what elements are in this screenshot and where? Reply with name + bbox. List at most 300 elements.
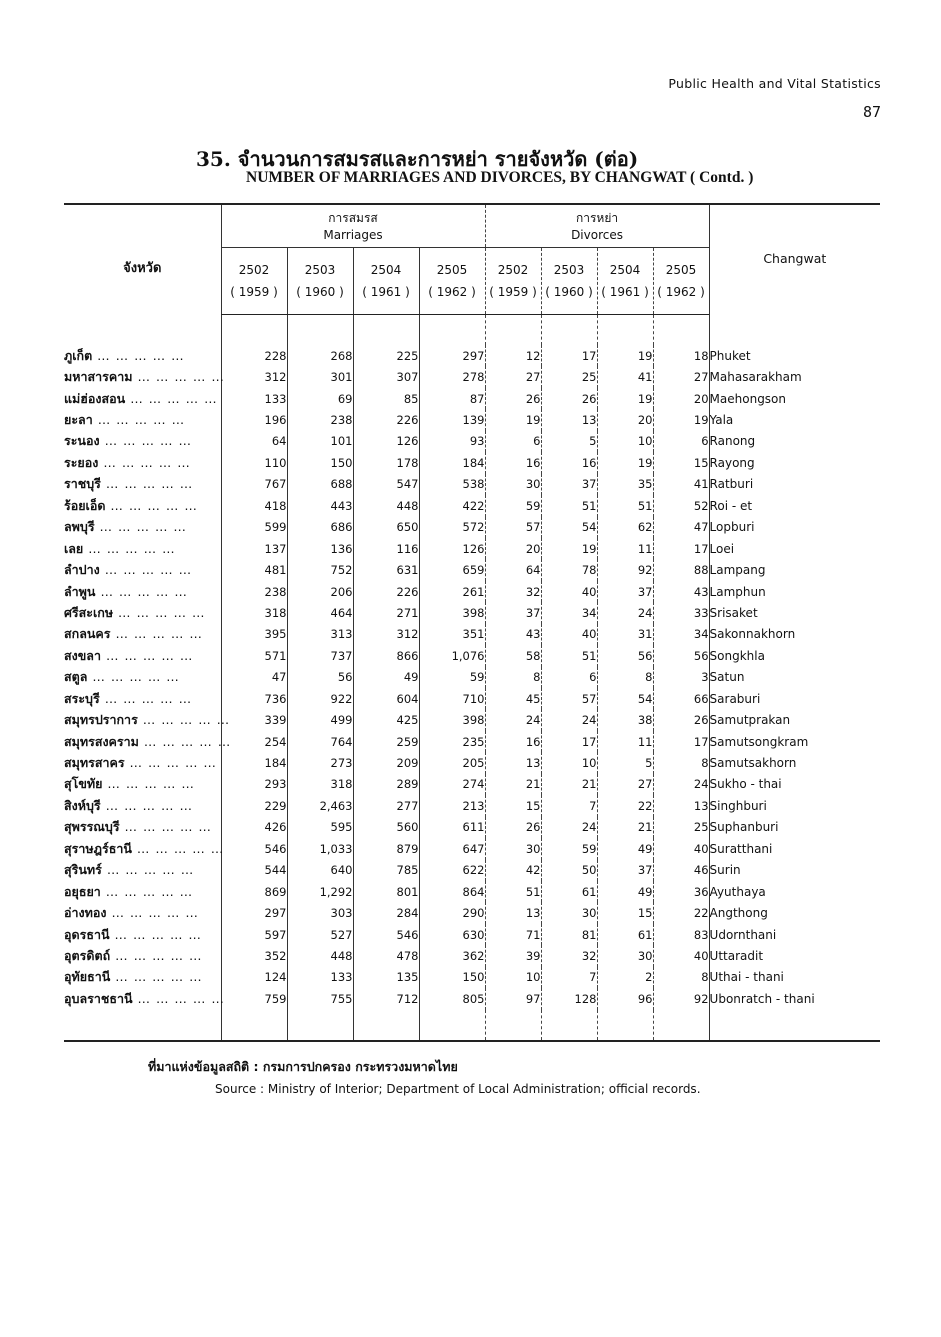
source-note-english: Source : Ministry of Interior; Department of Local Administration; official records. [215,1082,701,1096]
marriages-value-cell: 710 [419,688,485,709]
province-name-thai: สุโขทัย [64,776,103,792]
marriages-value-cell: 764 [287,731,353,752]
divorces-value-cell: 43 [653,581,709,602]
divorces-header-thai: การหย่า [575,211,619,225]
changwat-name-cell: Lopburi [709,517,880,538]
divorces-value-cell: 7 [541,795,597,816]
leader-dots: … … … … … [113,604,206,620]
marriages-group-header [221,204,485,248]
province-cell [64,538,221,559]
province-cell [64,860,221,881]
divorces-value-cell: 22 [597,795,653,816]
marriages-value-cell: 238 [287,409,353,430]
marriages-value-cell: 313 [287,624,353,645]
marriages-value-cell: 398 [419,709,485,730]
divorces-value-cell: 45 [485,688,541,709]
leader-dots: … … … … … [92,347,185,363]
marriages-value-cell: 213 [419,795,485,816]
spacer-row [64,315,880,346]
marriages-value-cell: 395 [221,624,287,645]
year-header [419,248,485,315]
table-row [64,388,880,409]
marriages-value-cell: 622 [419,860,485,881]
province-cell [64,688,221,709]
divorces-value-cell: 51 [541,495,597,516]
marriages-value-cell: 184 [221,752,287,773]
divorces-value-cell: 32 [541,945,597,966]
year-be: 2505 [665,263,697,277]
divorces-value-cell: 13 [485,902,541,923]
changwat-name-cell: Srisaket [709,602,880,623]
marriages-value-cell: 631 [353,559,419,580]
marriages-value-cell: 206 [287,581,353,602]
marriages-header-thai: การสมรส [328,211,378,225]
divorces-value-cell: 37 [597,581,653,602]
province-name-thai: สุราษฎร์ธานี [64,840,132,856]
marriages-value-cell: 139 [419,409,485,430]
marriages-value-cell: 604 [353,688,419,709]
marriages-value-cell: 640 [287,860,353,881]
year-ce: ( 1959 ) [230,285,278,299]
year-ce: ( 1959 ) [489,285,537,299]
divorces-value-cell: 59 [541,838,597,859]
province-name-thai: สมุทรสงคราม [64,733,139,749]
marriages-value-cell: 226 [353,581,419,602]
divorces-value-cell: 40 [653,838,709,859]
divorces-value-cell: 54 [597,688,653,709]
province-name-thai: ลพบุรี [64,519,95,535]
table-row [64,752,880,773]
divorces-value-cell: 57 [541,688,597,709]
leader-dots: … … … … … [138,733,232,749]
divorces-value-cell: 49 [597,838,653,859]
divorces-value-cell: 5 [597,752,653,773]
table-row [64,924,880,945]
marriages-value-cell: 869 [221,881,287,902]
divorces-value-cell: 64 [485,559,541,580]
leader-dots: … … … … … [110,969,203,985]
divorces-value-cell: 13 [653,795,709,816]
divorces-value-cell: 19 [485,409,541,430]
leader-dots: … … … … … [100,647,194,663]
divorces-value-cell: 26 [485,817,541,838]
divorces-value-cell: 36 [653,881,709,902]
divorces-value-cell: 3 [653,667,709,688]
table-row [64,495,880,516]
divorces-value-cell: 37 [541,474,597,495]
marriages-value-cell: 59 [419,667,485,688]
source-note-thai: ที่มาแห่งข้อมูลสถิติ : กรมการปกครอง กระทรวงมหาดไทย [148,1059,458,1074]
province-name-thai: ภูเก็ต [64,347,93,363]
marriages-value-cell: 307 [353,366,419,387]
province-cell [64,945,221,966]
marriages-value-cell: 478 [353,945,419,966]
marriages-value-cell: 866 [353,645,419,666]
table-row [64,688,880,709]
divorces-value-cell: 13 [541,409,597,430]
divorces-value-cell: 92 [597,559,653,580]
province-cell [64,817,221,838]
province-cell [64,924,221,945]
divorces-value-cell: 16 [485,731,541,752]
changwat-name-cell: Ratburi [709,474,880,495]
divorces-value-cell: 59 [485,495,541,516]
year-header [541,248,597,315]
divorces-value-cell: 32 [485,581,541,602]
changwat-name-cell: Singhburi [709,795,880,816]
leader-dots: … … … … … [98,454,191,470]
changwat-name-cell: Phuket [709,345,880,366]
divorces-value-cell: 16 [541,452,597,473]
marriages-value-cell: 572 [419,517,485,538]
divorces-value-cell: 24 [541,817,597,838]
marriages-value-cell: 318 [221,602,287,623]
marriages-value-cell: 2,463 [287,795,353,816]
province-cell [64,474,221,495]
divorces-value-cell: 30 [597,945,653,966]
province-name-thai: ยะลา [64,412,93,428]
province-cell [64,709,231,730]
changwat-name-cell: Ubonratch - thani [709,988,880,1009]
marriages-value-cell: 1,292 [287,881,353,902]
divorces-value-cell: 52 [653,495,709,516]
year-header [485,248,541,315]
marriages-value-cell: 688 [287,474,353,495]
changwat-name-cell: Songkhla [709,645,880,666]
marriages-value-cell: 290 [419,902,485,923]
marriages-value-cell: 261 [419,581,485,602]
marriages-value-cell: 289 [353,774,419,795]
province-cell [64,988,225,1009]
divorces-value-cell: 71 [485,924,541,945]
province-cell [64,731,232,752]
divorces-value-cell: 30 [485,474,541,495]
leader-dots: … … … … … [83,540,176,556]
marriages-value-cell: 1,076 [419,645,485,666]
province-name-thai: สระบุรี [64,690,100,706]
province-column-header: จังหวัด [64,204,221,315]
province-cell [64,388,221,409]
divorces-value-cell: 40 [541,624,597,645]
divorces-value-cell: 17 [541,731,597,752]
table-row [64,988,880,1009]
year-header [653,248,709,315]
marriages-value-cell: 277 [353,795,419,816]
table-row [64,817,880,838]
year-be: 2503 [553,263,585,277]
table-title-english: NUMBER OF MARRIAGES AND DIVORCES, BY CHANGWAT ( Contd. ) [246,169,754,186]
leader-dots: … … … … … [100,476,194,492]
changwat-name-cell: Yala [709,409,880,430]
table-row [64,345,880,366]
changwat-name-cell: Samutsakhorn [709,752,880,773]
year-header [287,248,353,315]
marriages-value-cell: 712 [353,988,419,1009]
marriages-value-cell: 560 [353,817,419,838]
province-cell [64,838,225,859]
divorces-value-cell: 26 [541,388,597,409]
year-ce: ( 1962 ) [428,285,476,299]
marriages-value-cell: 538 [419,474,485,495]
marriages-value-cell: 56 [287,667,353,688]
marriages-value-cell: 110 [221,452,287,473]
marriages-value-cell: 301 [287,366,353,387]
divorces-value-cell: 62 [597,517,653,538]
year-be: 2503 [304,263,336,277]
divorces-value-cell: 30 [541,902,597,923]
divorces-value-cell: 42 [485,860,541,881]
marriages-value-cell: 527 [287,924,353,945]
changwat-name-cell: Rayong [709,452,880,473]
divorces-value-cell: 12 [485,345,541,366]
table-row [64,581,880,602]
province-cell [64,752,221,773]
divorces-value-cell: 10 [485,967,541,988]
province-name-thai: สุพรรณบุรี [64,819,120,835]
divorces-value-cell: 39 [485,945,541,966]
divorces-value-cell: 7 [541,967,597,988]
province-name-thai: สกลนคร [64,626,111,642]
province-cell [64,881,221,902]
divorces-value-cell: 22 [653,902,709,923]
marriages-value-cell: 599 [221,517,287,538]
table-row [64,517,880,538]
province-name-thai: ระยอง [64,454,99,470]
province-name-thai: แม่ฮ่องสอน [64,390,126,406]
changwat-name-cell: Uttaradit [709,945,880,966]
marriages-value-cell: 499 [287,709,353,730]
divorces-value-cell: 31 [597,624,653,645]
marriages-value-cell: 425 [353,709,419,730]
changwat-name-cell: Suratthani [709,838,880,859]
divorces-value-cell: 27 [485,366,541,387]
province-name-thai: อยุธยา [64,883,101,899]
marriages-value-cell: 686 [287,517,353,538]
divorces-value-cell: 21 [485,774,541,795]
marriages-value-cell: 464 [287,602,353,623]
marriages-value-cell: 659 [419,559,485,580]
marriages-value-cell: 312 [221,366,287,387]
province-cell [64,431,221,452]
table-row [64,538,880,559]
divorces-value-cell: 56 [653,645,709,666]
divorces-value-cell: 43 [485,624,541,645]
marriages-value-cell: 398 [419,602,485,623]
marriages-value-cell: 93 [419,431,485,452]
province-name-thai: มหาสารคาม [64,369,133,385]
marriages-value-cell: 546 [221,838,287,859]
divorces-value-cell: 96 [597,988,653,1009]
province-name-thai: ลำพูน [64,583,96,599]
year-be: 2502 [238,263,270,277]
marriages-value-cell: 85 [353,388,419,409]
table-row [64,602,880,623]
divorces-value-cell: 6 [541,667,597,688]
marriages-value-cell: 303 [287,902,353,923]
marriages-value-cell: 443 [287,495,353,516]
marriages-value-cell: 124 [221,967,287,988]
table-title-thai: 35. จำนวนการสมรสและการหย่า รายจังหวัด (ต่อ) [196,147,639,171]
province-cell [64,345,221,366]
divorces-value-cell: 92 [653,988,709,1009]
divorces-value-cell: 24 [597,602,653,623]
divorces-value-cell: 10 [541,752,597,773]
divorces-value-cell: 20 [597,409,653,430]
table-row [64,431,880,452]
marriages-value-cell: 274 [419,774,485,795]
province-name-thai: สุรินทร์ [64,862,102,878]
province-name-thai: ระนอง [64,433,100,449]
marriages-value-cell: 611 [419,817,485,838]
divorces-value-cell: 34 [653,624,709,645]
year-header [221,248,287,315]
divorces-value-cell: 54 [541,517,597,538]
divorces-value-cell: 50 [541,860,597,881]
province-cell [64,366,225,387]
divorces-value-cell: 61 [541,881,597,902]
leader-dots: … … … … … [105,497,198,513]
marriages-value-cell: 737 [287,645,353,666]
marriages-divorces-table [64,203,880,1042]
changwat-name-cell: Samutprakan [709,709,880,730]
province-name-thai: ลำปาง [64,562,100,578]
leader-dots: … … … … … [100,797,193,813]
marriages-value-cell: 64 [221,431,287,452]
leader-dots: … … … … … [95,583,188,599]
marriages-value-cell: 922 [287,688,353,709]
marriages-value-cell: 879 [353,838,419,859]
province-name-thai: ร้อยเอ็ด [64,497,106,513]
divorces-value-cell: 17 [653,538,709,559]
province-cell [64,774,221,795]
table-row [64,624,880,645]
divorces-value-cell: 51 [485,881,541,902]
marriages-value-cell: 226 [353,409,419,430]
divorces-value-cell: 25 [541,366,597,387]
table-row [64,452,880,473]
changwat-name-cell: Satun [709,667,880,688]
changwat-name-cell: Udornthani [709,924,880,945]
marriages-value-cell: 87 [419,388,485,409]
divorces-value-cell: 41 [653,474,709,495]
marriages-value-cell: 351 [419,624,485,645]
marriages-value-cell: 273 [287,752,353,773]
divorces-header-english: Divorces [571,228,623,242]
divorces-value-cell: 8 [597,667,653,688]
changwat-name-cell: Surin [709,860,880,881]
divorces-value-cell: 33 [653,602,709,623]
province-name-thai: อุดรธานี [64,926,110,942]
table-row [64,795,880,816]
changwat-name-cell: Loei [709,538,880,559]
divorces-value-cell: 19 [597,388,653,409]
marriages-value-cell: 126 [353,431,419,452]
leader-dots: … … … … … [119,819,212,835]
year-ce: ( 1961 ) [362,285,410,299]
leader-dots: … … … … … [137,712,231,728]
marriages-value-cell: 126 [419,538,485,559]
divorces-value-cell: 5 [541,431,597,452]
table-row [64,838,880,859]
leader-dots: … … … … … [124,755,217,771]
province-name-thai: สตูล [64,669,88,685]
marriages-value-cell: 235 [419,731,485,752]
table-body [64,315,880,1041]
marriages-value-cell: 312 [353,624,419,645]
marriages-value-cell: 259 [353,731,419,752]
marriages-value-cell: 101 [287,431,353,452]
leader-dots: … … … … … [92,412,186,428]
marriages-value-cell: 69 [287,388,353,409]
divorces-value-cell: 20 [485,538,541,559]
changwat-name-cell: Lampang [709,559,880,580]
province-cell [64,967,221,988]
marriages-value-cell: 630 [419,924,485,945]
marriages-value-cell: 205 [419,752,485,773]
marriages-value-cell: 254 [221,731,287,752]
year-header [353,248,419,315]
marriages-value-cell: 135 [353,967,419,988]
divorces-value-cell: 35 [597,474,653,495]
divorces-value-cell: 26 [485,388,541,409]
marriages-value-cell: 650 [353,517,419,538]
marriages-value-cell: 544 [221,860,287,881]
divorces-value-cell: 6 [485,431,541,452]
divorces-value-cell: 27 [597,774,653,795]
divorces-value-cell: 34 [541,602,597,623]
marriages-value-cell: 137 [221,538,287,559]
divorces-value-cell: 16 [485,452,541,473]
divorces-value-cell: 30 [485,838,541,859]
table-row [64,366,880,387]
province-cell [64,602,221,623]
marriages-value-cell: 271 [353,602,419,623]
marriages-value-cell: 278 [419,366,485,387]
divorces-value-cell: 40 [653,945,709,966]
marriages-value-cell: 318 [287,774,353,795]
divorces-value-cell: 78 [541,559,597,580]
marriages-value-cell: 597 [221,924,287,945]
marriages-value-cell: 297 [221,902,287,923]
marriages-value-cell: 448 [353,495,419,516]
marriages-value-cell: 546 [353,924,419,945]
divorces-value-cell: 27 [653,366,709,387]
changwat-name-cell: Ranong [709,431,880,452]
divorces-value-cell: 8 [653,752,709,773]
divorces-value-cell: 37 [485,602,541,623]
marriages-value-cell: 229 [221,795,287,816]
leader-dots: … … … … … [110,626,203,642]
divorces-value-cell: 66 [653,688,709,709]
divorces-value-cell: 21 [541,774,597,795]
province-name-thai: ศรีสะเกษ [64,604,114,620]
marriages-value-cell: 47 [221,667,287,688]
province-cell [64,452,221,473]
marriages-value-cell: 752 [287,559,353,580]
table-row [64,559,880,580]
marriages-value-cell: 238 [221,581,287,602]
divorces-value-cell: 19 [597,452,653,473]
table-row [64,945,880,966]
changwat-name-cell: Roi - et [709,495,880,516]
marriages-value-cell: 571 [221,645,287,666]
province-name-thai: สิงห์บุรี [64,797,101,813]
marriages-value-cell: 864 [419,881,485,902]
leader-dots: … … … … … [99,562,193,578]
year-ce: ( 1960 ) [545,285,593,299]
marriages-value-cell: 785 [353,860,419,881]
leader-dots: … … … … … [99,690,193,706]
